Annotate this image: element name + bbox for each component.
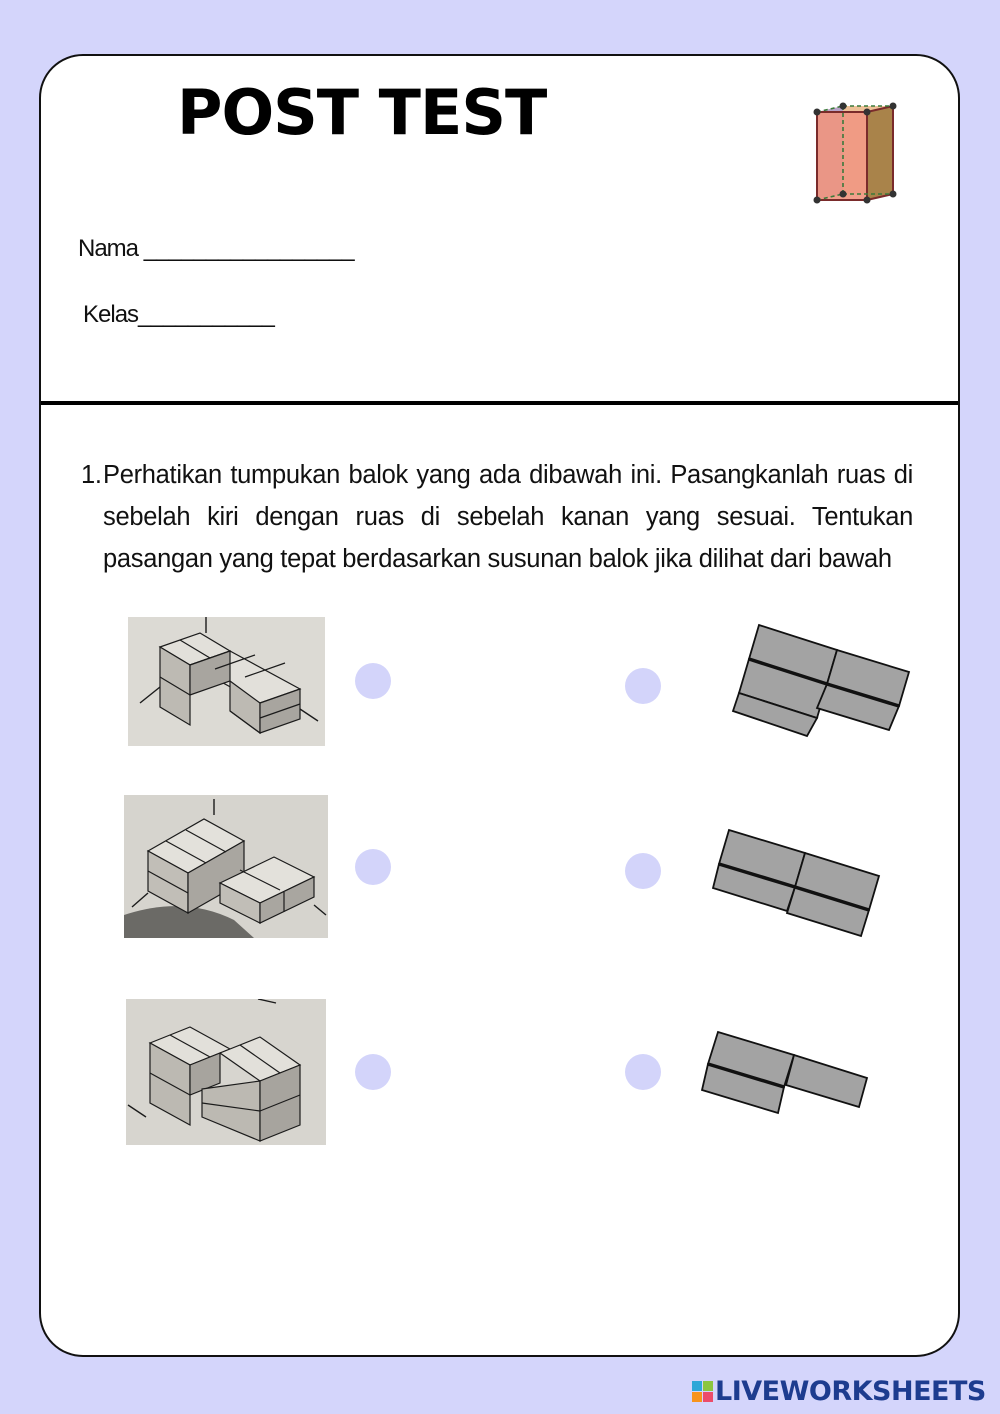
stack-image-1 [128,617,325,746]
question-1 [81,454,913,580]
match-dot-right-1[interactable] [625,668,661,704]
match-dot-left-2[interactable] [355,849,391,885]
class-field[interactable]: Kelas___________ [83,301,274,328]
bottom-view-2 [711,828,881,940]
brand-name: LIVEWORKSHEETS [715,1376,986,1407]
bottom-view-1 [731,622,913,742]
worksheet-card [39,54,960,1357]
match-dot-left-3[interactable] [355,1054,391,1090]
match-dot-right-2[interactable] [625,853,661,889]
match-dot-left-1[interactable] [355,663,391,699]
brand-logo[interactable] [692,1376,986,1407]
question-text: Perhatikan tumpukan balok yang ada dibawah ini. Pasangkanlah ruas di sebelah kiri dengan ruas di sebelah kanan yang sesuai. Tentukan pasangan yang tepat berdasarkan susunan balok jika dilihat dari bawah [103,461,913,573]
cuboid-icon [811,102,907,212]
section-divider [41,401,958,405]
stack-image-2 [124,795,328,938]
page-title: POST TEST [177,76,547,149]
name-field[interactable]: Nama _________________ [78,235,354,262]
match-dot-right-3[interactable] [625,1054,661,1090]
bottom-view-3 [700,1029,870,1141]
stack-image-3 [126,999,326,1145]
logo-mark-icon [692,1381,713,1402]
question-number: 1. [81,461,102,489]
